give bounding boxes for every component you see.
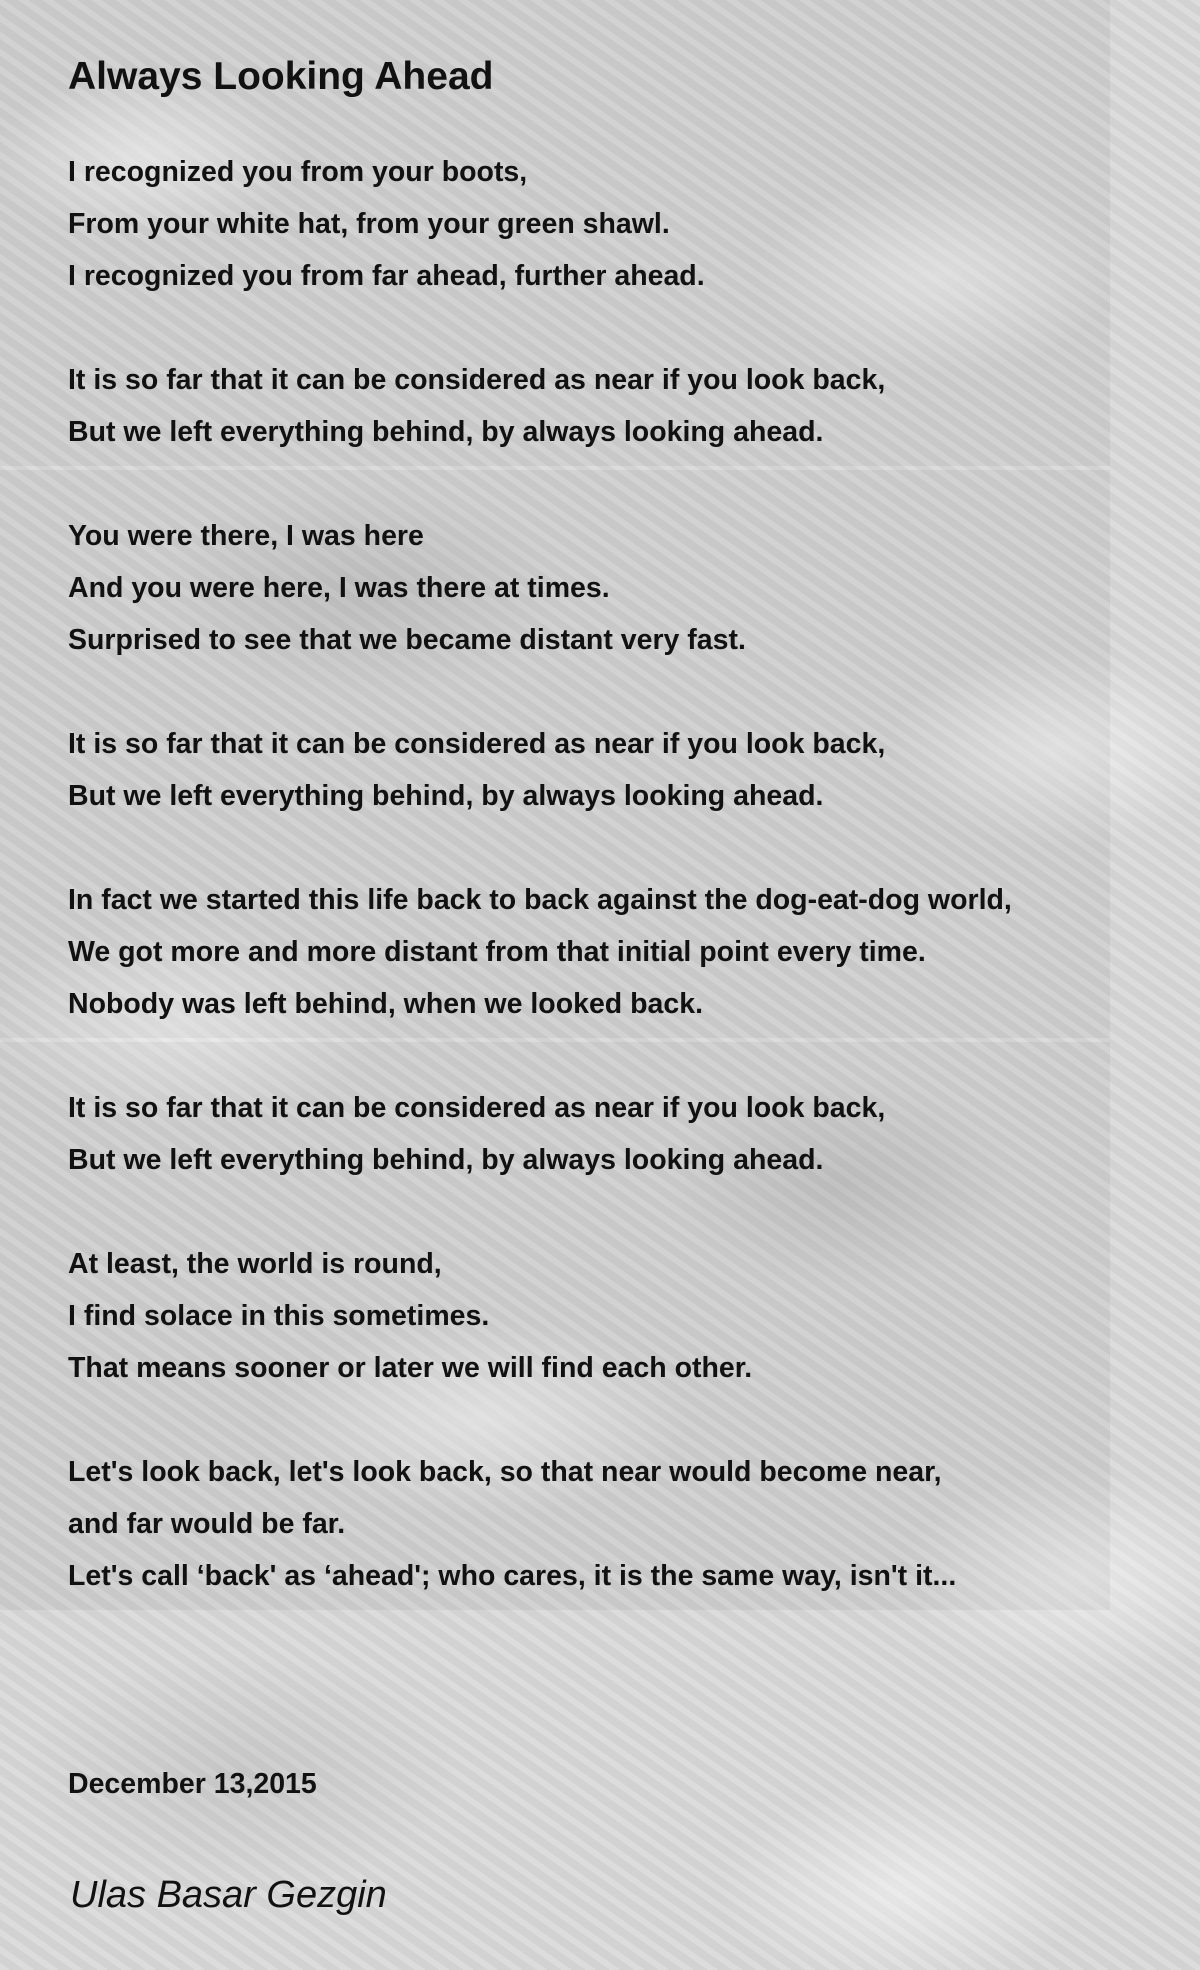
poem-line: Let's look back, let's look back, so that near would become near, bbox=[68, 1456, 942, 1488]
poem-line: And you were here, I was there at times. bbox=[68, 572, 610, 604]
poem-line: It is so far that it can be considered as near if you look back, bbox=[68, 1092, 886, 1124]
poem-line: But we left everything behind, by always looking ahead. bbox=[68, 1144, 824, 1176]
poem-line: I recognized you from far ahead, further ahead. bbox=[68, 260, 705, 292]
stanza bbox=[68, 146, 1168, 302]
stanza bbox=[68, 1082, 1168, 1186]
poem-line: It is so far that it can be considered as near if you look back, bbox=[68, 728, 886, 760]
poem-line: From your white hat, from your green shawl. bbox=[68, 208, 670, 240]
poem-line: That means sooner or later we will find each other. bbox=[68, 1352, 753, 1384]
stanza bbox=[68, 718, 1168, 822]
poem-line: Let's call ‘back' as ‘ahead'; who cares, it is the same way, isn't it... bbox=[68, 1560, 957, 1592]
poem-line: We got more and more distant from that initial point every time. bbox=[68, 936, 926, 968]
poem-line: You were there, I was here bbox=[68, 520, 424, 552]
poem-title: Always Looking Ahead bbox=[68, 55, 494, 98]
poem-line: Surprised to see that we became distant very fast. bbox=[68, 624, 746, 656]
stanza bbox=[68, 1446, 1168, 1602]
stanza bbox=[68, 874, 1168, 1030]
stanza bbox=[68, 1238, 1168, 1394]
poem-date: December 13,2015 bbox=[68, 1768, 317, 1800]
poem-line: In fact we started this life back to back against the dog-eat-dog world, bbox=[68, 884, 1012, 916]
poem-line: I recognized you from your boots, bbox=[68, 156, 528, 188]
stanza bbox=[68, 354, 1168, 458]
poem-line: and far would be far. bbox=[68, 1508, 346, 1540]
poem-line: But we left everything behind, by always looking ahead. bbox=[68, 780, 824, 812]
poem-line: I find solace in this sometimes. bbox=[68, 1300, 490, 1332]
stanza bbox=[68, 510, 1168, 666]
poem-line: At least, the world is round, bbox=[68, 1248, 442, 1280]
poem-line: But we left everything behind, by always looking ahead. bbox=[68, 416, 824, 448]
poem-author: Ulas Basar Gezgin bbox=[70, 1874, 387, 1916]
poem-line: Nobody was left behind, when we looked back. bbox=[68, 988, 704, 1020]
poem-body bbox=[68, 146, 1168, 1602]
poem-container bbox=[68, 52, 1168, 1654]
poem-line: It is so far that it can be considered as near if you look back, bbox=[68, 364, 886, 396]
